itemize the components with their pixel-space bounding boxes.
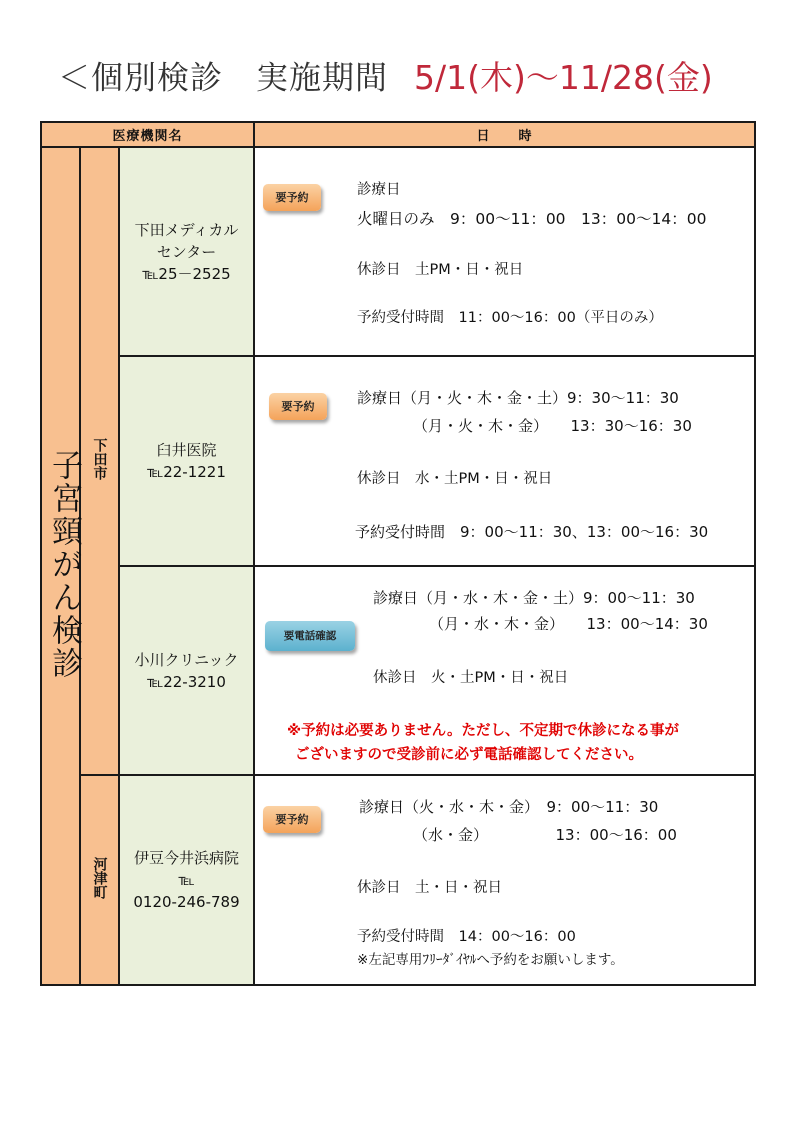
- schedule-line: （水・金） 13：00～16：00: [413, 826, 677, 844]
- phone-confirm-badge: 要電話確認: [265, 621, 355, 651]
- institution-cell: [119, 775, 254, 985]
- schedule-cell: [254, 566, 755, 775]
- notice-line: ございますので受診前に必ず電話確認してください。: [295, 747, 644, 763]
- schedule-line: 火曜日のみ 9：00～11：00 13：00～14：00: [357, 210, 707, 228]
- institution-phone-label: ℡: [178, 871, 195, 889]
- area-cell-kawazu: [80, 775, 119, 985]
- schedule-table: [40, 121, 756, 986]
- schedule-line: 休診日 土・日・祝日: [357, 880, 503, 896]
- schedule-line: 診療日（月・水・木・金・土）9：00～11：30: [373, 589, 695, 607]
- institution-phone: 0120-246-789: [133, 893, 240, 911]
- category-cell: [41, 147, 80, 985]
- schedule-line: 診療日（月・火・木・金・土）9：30～11：30: [357, 389, 679, 407]
- title-period: 5/1(木)～11/28(金): [414, 58, 713, 97]
- schedule-cell: [254, 147, 755, 356]
- institution-phone: ℡22-1221: [147, 463, 226, 481]
- institution-phone: ℡25－2525: [142, 264, 231, 283]
- schedule-line: 予約受付時間 9：00～11：30、13：00～16：30: [355, 523, 709, 541]
- schedule-line: 予約受付時間 14：00～16：00: [357, 929, 576, 945]
- table-row: [41, 147, 755, 356]
- reservation-badge: 要予約: [263, 806, 321, 833]
- header-institution: 医療機関名: [41, 122, 254, 147]
- header-datetime: 日 時: [254, 122, 755, 147]
- notice-line: ※予約は必要ありません。ただし、不定期で休診になる事が: [287, 723, 679, 739]
- area-label-kawazu: 河津町: [91, 857, 108, 899]
- schedule-line: 予約受付時間 11：00～16：00（平日のみ）: [357, 310, 663, 326]
- schedule-cell: [254, 356, 755, 566]
- schedule-line: 診療日（火・水・木・金） 9：00～11：30: [359, 798, 659, 816]
- table-row: [41, 775, 755, 985]
- area-label-shimoda: 下田市: [91, 438, 108, 480]
- institution-name: 下田メディカル: [134, 220, 239, 239]
- page-title: [58, 52, 758, 108]
- schedule-line: 休診日 水・土PM・日・祝日: [357, 471, 553, 487]
- institution-name: センター: [156, 242, 217, 261]
- institution-name: 臼井医院: [156, 441, 217, 459]
- institution-cell: [119, 566, 254, 775]
- schedule-line: （月・火・木・金） 13：30～16：30: [413, 417, 692, 435]
- schedule-cell: [254, 775, 755, 985]
- schedule-line: 休診日 火・土PM・日・祝日: [373, 670, 569, 686]
- institution-phone: ℡22-3210: [147, 672, 226, 691]
- institution-name: 小川クリニック: [134, 650, 239, 669]
- institution-name: 伊豆今井浜病院: [134, 849, 240, 867]
- schedule-line: 休診日 土PM・日・祝日: [357, 262, 524, 278]
- table-header-row: [41, 122, 755, 147]
- institution-cell: [119, 356, 254, 566]
- schedule-line: ※左記専用ﾌﾘｰﾀﾞｲﾔﾙへ予約をお願いします。: [357, 952, 624, 968]
- schedule-line: 診療日: [357, 182, 401, 198]
- reservation-badge: 要予約: [263, 184, 321, 211]
- institution-cell: [119, 147, 254, 356]
- title-main: ＜個別検診 実施期間: [58, 58, 389, 97]
- category-label: 子宮頸がん検診: [46, 448, 82, 680]
- table-row: [41, 356, 755, 566]
- schedule-line: （月・水・木・金） 13：00～14：30: [429, 615, 708, 633]
- reservation-badge: 要予約: [269, 393, 327, 420]
- table-row: [41, 566, 755, 775]
